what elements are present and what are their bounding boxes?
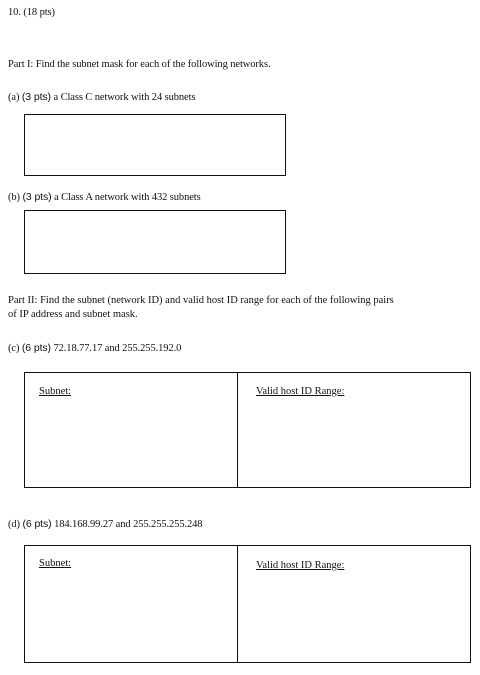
question-b-prompt — [8, 191, 201, 204]
question-d-points: (6 pts) — [22, 518, 52, 530]
question-header: 10. (18 pts) — [8, 7, 55, 18]
question-d-text: 184.168.99.27 and 255.255.255.248 — [54, 519, 203, 530]
subnet-label-c: Subnet: — [39, 386, 72, 397]
range-label-c: Valid host ID Range: — [256, 386, 345, 397]
question-a-prompt — [8, 91, 195, 104]
answer-box-c-range[interactable] — [237, 372, 471, 488]
question-c-points: (6 pts) — [21, 342, 51, 354]
answer-box-a[interactable] — [24, 114, 286, 176]
part2-instruction — [8, 294, 458, 322]
question-c-text: 72.18.77.17 and 255.255.192.0 — [53, 343, 182, 354]
question-b-points: (3 pts) — [22, 191, 52, 203]
answer-box-d-range[interactable] — [237, 545, 471, 663]
subnet-label-d: Subnet: — [39, 558, 72, 569]
answer-box-b[interactable] — [24, 210, 286, 274]
question-a-points: (3 pts) — [21, 91, 51, 103]
question-b-letter: (b) — [8, 192, 20, 203]
range-label-d: Valid host ID Range: — [256, 560, 345, 571]
question-d-prompt — [8, 518, 202, 531]
part1-instruction: Part I: Find the subnet mask for each of the following networks. — [8, 59, 271, 70]
part2-instruction-line2: of IP address and subnet mask. — [8, 309, 138, 320]
answer-box-c-subnet[interactable] — [24, 372, 246, 488]
answer-box-d-subnet[interactable] — [24, 545, 246, 663]
question-d-letter: (d) — [8, 519, 20, 530]
question-c-prompt — [8, 342, 181, 355]
question-b-text: a Class A network with 432 subnets — [54, 192, 201, 203]
question-a-letter: (a) — [8, 92, 20, 103]
part2-instruction-line1: Part II: Find the subnet (network ID) and valid host ID range for each of the following pairs — [8, 295, 394, 306]
question-c-letter: (c) — [8, 343, 20, 354]
question-a-text: a Class C network with 24 subnets — [53, 92, 196, 103]
